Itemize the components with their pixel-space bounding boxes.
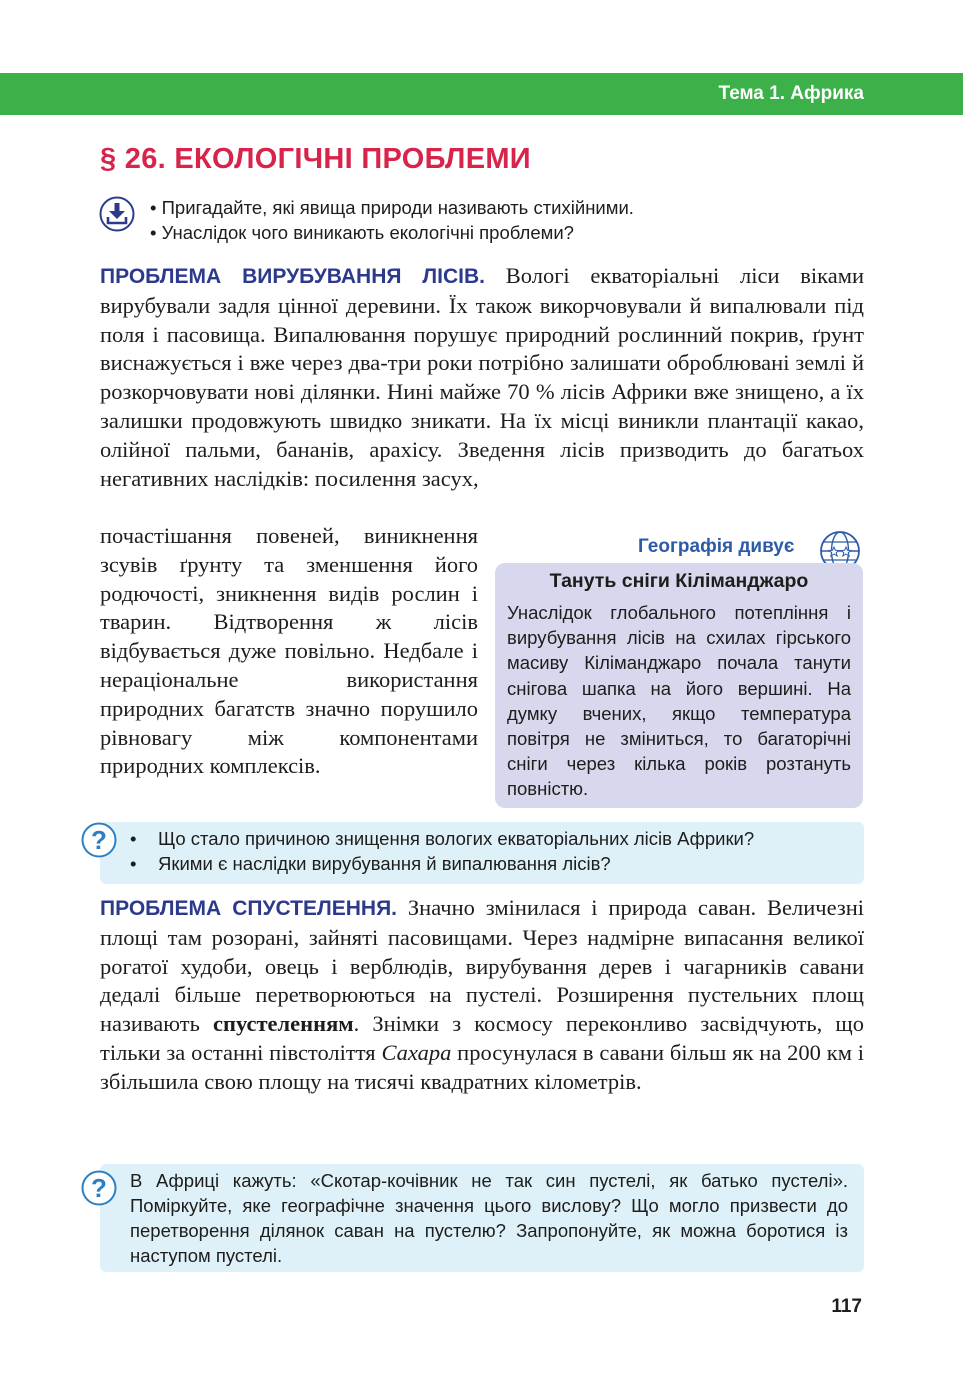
- question-mark-icon: [81, 1170, 117, 1206]
- page-number: 117: [831, 1296, 862, 1317]
- question-item: • Що стало причиною знищення вологих екваторіальних лісів Африки?: [130, 826, 754, 851]
- recall-item: • Унаслідок чого виникають екологічні проблеми?: [150, 220, 634, 245]
- aside-title: Тануть сніги Кіліманджаро: [549, 570, 809, 592]
- key-term: спустеленням: [213, 1011, 354, 1037]
- recall-list: [150, 195, 634, 245]
- page-title: § 26. ЕКОЛОГІЧНІ ПРОБЛЕМИ: [100, 143, 531, 175]
- svg-text:?: ?: [91, 825, 107, 855]
- place-name: Сахара: [381, 1039, 452, 1065]
- paragraph-text: Значно змінилася і природа саван. Величезні площі там розорані, зайняті пасовищами. Через надмірне випасання великої рогатої худоби, овець і верблюдів, вирубування дерев і чагарників савани дедалі більше перетворюються на пустелі. Розширення пустельних площ називають: [100, 895, 865, 1037]
- section-heading: ПРОБЛЕМА ВИРУБУВАННЯ ЛІСІВ.: [100, 265, 485, 288]
- section-deforestation-text: [100, 262, 864, 493]
- question-mark-icon: [81, 822, 117, 858]
- paragraph-text: . Знімки з космосу переконливо засвідчують, що тільки за останні півстоліття: [100, 1011, 864, 1065]
- section-desertification-text: [100, 894, 864, 1097]
- download-circle-icon: [99, 196, 135, 232]
- recall-item: • Пригадайте, які явища природи називають стихійними.: [150, 195, 634, 220]
- paragraph-text: просунулася в савани більш як на 200 км і збільшила свою площу на тисячі квадратних кілометрів.: [100, 1039, 865, 1094]
- aside-text: Унаслідок глобального потепління і вирубування лісів на схилах гірського масиву Кіліманджаро почала танути снігова шапка на його вершині. На думку вчених, якщо температура повітря не зміниться, то багаторічні сніги через кілька років розтануть повністю.: [507, 602, 851, 800]
- question-item: • Якими є наслідки вирубування й випалювання лісів?: [130, 851, 754, 876]
- header-bar: [0, 73, 963, 115]
- section-heading: ПРОБЛЕМА СПУСТЕЛЕННЯ.: [100, 897, 398, 920]
- svg-text:?: ?: [91, 1173, 107, 1203]
- question-list: [130, 826, 754, 876]
- aside-label: Географія дивує: [638, 536, 795, 557]
- section-deforestation-text-continued: почастішання повеней, виникнення зсувів ґрунту та зменшення його родючості, зникнення видів рослин і тварин. Відтворення ж лісів відбувається дуже повільно. Недбале і нераціональне використання природних багатств значно порушило рівновагу між компонентами природних комплексів.: [100, 523, 478, 779]
- question-text: В Африці кажуть: «Скотар-кочівник не так син пустелі, як батько пустелі». Поміркуйте, яке географічне значення цього вислову? Що могло призвести до перетворення ділянок саван на пустелю? Запропонуйте, як можна боротися із наступом пустелі.: [130, 1170, 848, 1266]
- paragraph-text: Вологі екваторіальні ліси віками вирубували задля цінної деревини. Їх також викорчовували й випалювали під поля і пасовища. Випалювання порушує природний рослинний покрив, ґрунт виснажується і вже через два-три роки потрібно залишати оброблювані землі й розкорчовувати нові ділянки. Нині майже 70 % лісів Африки вже знищено, а їх залишки продовжують швидко зникати. На їх місці виникли плантації какао, олійної пальми, бананів, арахісу. Зведення лісів призводить до багатьох негативних наслідків: посилення засух,: [100, 263, 865, 491]
- topic-label: Тема 1. Африка: [718, 83, 864, 104]
